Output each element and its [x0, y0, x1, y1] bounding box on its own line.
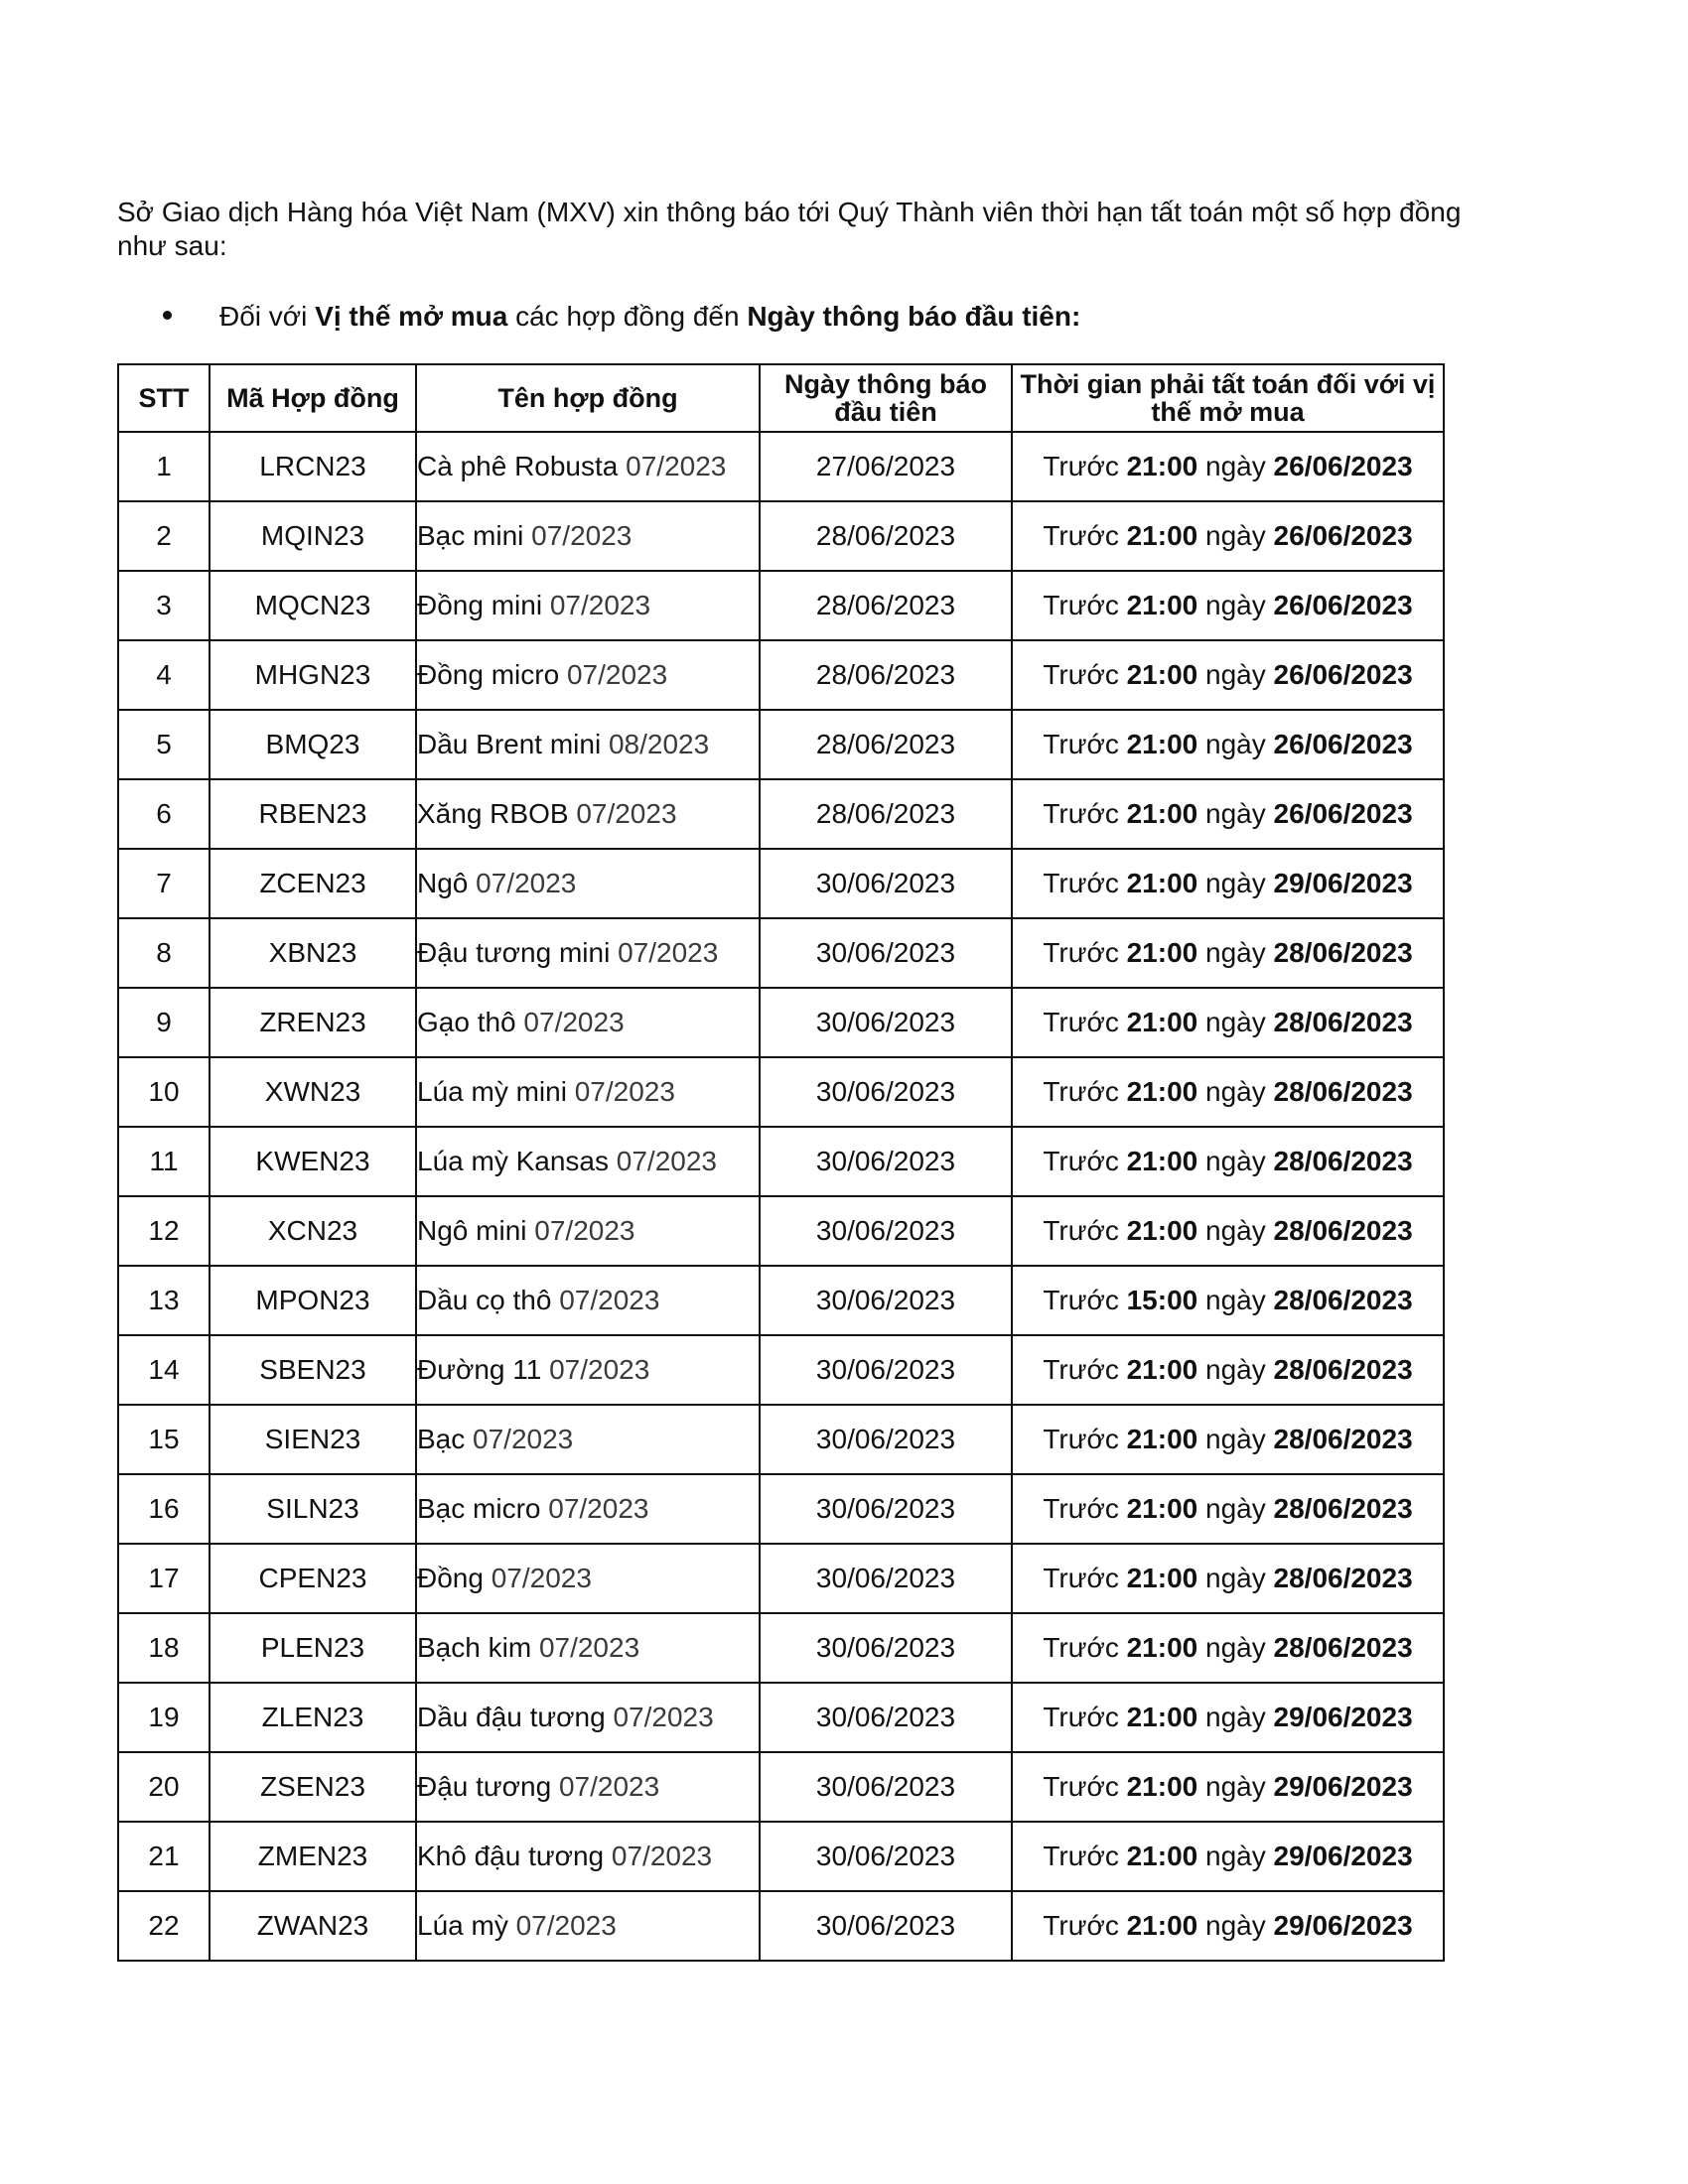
cell-contract-code: XWN23 — [210, 1057, 416, 1127]
deadline-mid: ngày — [1205, 520, 1266, 551]
contract-name-text: Cà phê Robusta — [417, 451, 619, 481]
contract-name-text: Dầu cọ thô — [417, 1285, 552, 1315]
cell-stt: 22 — [118, 1891, 210, 1961]
table-row — [118, 1752, 1444, 1822]
table-row — [118, 1474, 1444, 1544]
deadline-mid: ngày — [1205, 1007, 1266, 1037]
bullet-text-part2: các hợp đồng đến — [507, 301, 748, 332]
contract-name-text: Khô đậu tương — [417, 1841, 605, 1871]
deadline-date: 28/06/2023 — [1273, 1007, 1413, 1037]
deadline-prefix: Trước — [1043, 451, 1119, 481]
contract-month-text: 07/2023 — [566, 659, 668, 690]
cell-first-notice-date: 30/06/2023 — [760, 1057, 1012, 1127]
bullet-text-bold1: Vị thế mở mua — [315, 301, 508, 332]
deadline-time: 21:00 — [1126, 451, 1198, 481]
contract-month-text: 07/2023 — [616, 1146, 717, 1176]
cell-contract-name — [416, 1544, 760, 1613]
cell-stt: 1 — [118, 432, 210, 501]
deadline-mid: ngày — [1205, 1215, 1266, 1246]
cell-first-notice-date: 30/06/2023 — [760, 918, 1012, 988]
cell-deadline — [1012, 1544, 1444, 1613]
cell-first-notice-date: 27/06/2023 — [760, 432, 1012, 501]
table-row — [118, 918, 1444, 988]
table-row — [118, 1613, 1444, 1683]
deadline-time: 21:00 — [1126, 1146, 1198, 1176]
deadline-date: 29/06/2023 — [1273, 1910, 1413, 1941]
cell-deadline — [1012, 1266, 1444, 1335]
cell-first-notice-date: 28/06/2023 — [760, 710, 1012, 779]
contract-month-text: 07/2023 — [559, 1285, 660, 1315]
deadline-prefix: Trước — [1043, 659, 1119, 690]
deadline-time: 21:00 — [1126, 520, 1198, 551]
cell-contract-name — [416, 1613, 760, 1683]
cell-deadline — [1012, 1474, 1444, 1544]
contract-month-text: 08/2023 — [608, 729, 710, 759]
deadline-time: 21:00 — [1126, 1215, 1198, 1246]
contract-name-text: Xăng RBOB — [417, 798, 569, 829]
bullet-text-bold2: Ngày thông báo đầu tiên: — [747, 301, 1081, 332]
deadline-mid: ngày — [1205, 659, 1266, 690]
contract-name-text: Ngô — [417, 868, 469, 898]
cell-contract-code: ZSEN23 — [210, 1752, 416, 1822]
deadline-date: 29/06/2023 — [1273, 1771, 1413, 1802]
deadline-time: 21:00 — [1126, 590, 1198, 620]
contract-month-text: 07/2023 — [523, 1007, 625, 1037]
table-row — [118, 1266, 1444, 1335]
deadline-prefix: Trước — [1043, 1632, 1119, 1663]
cell-deadline — [1012, 1196, 1444, 1266]
cell-contract-name — [416, 432, 760, 501]
deadline-date: 28/06/2023 — [1273, 1354, 1413, 1385]
contract-name-text: Lúa mỳ Kansas — [417, 1146, 609, 1176]
cell-contract-code: BMQ23 — [210, 710, 416, 779]
deadline-date: 26/06/2023 — [1273, 729, 1413, 759]
table-row — [118, 1891, 1444, 1961]
deadline-time: 21:00 — [1126, 798, 1198, 829]
cell-stt: 14 — [118, 1335, 210, 1405]
cell-contract-name — [416, 1196, 760, 1266]
cell-first-notice-date: 30/06/2023 — [760, 1683, 1012, 1752]
table-row — [118, 1196, 1444, 1266]
cell-first-notice-date: 30/06/2023 — [760, 1196, 1012, 1266]
deadline-prefix: Trước — [1043, 1076, 1119, 1107]
cell-first-notice-date: 30/06/2023 — [760, 1127, 1012, 1196]
contract-month-text: 07/2023 — [473, 1424, 574, 1454]
contract-name-text: Đậu tương mini — [417, 937, 611, 968]
cell-contract-code: SILN23 — [210, 1474, 416, 1544]
deadline-time: 21:00 — [1126, 659, 1198, 690]
cell-first-notice-date: 30/06/2023 — [760, 849, 1012, 918]
deadline-prefix: Trước — [1043, 1771, 1119, 1802]
contract-name-text: Đồng — [417, 1563, 484, 1593]
cell-contract-code: LRCN23 — [210, 432, 416, 501]
table-row — [118, 1405, 1444, 1474]
cell-contract-code: SIEN23 — [210, 1405, 416, 1474]
cell-stt: 15 — [118, 1405, 210, 1474]
cell-deadline — [1012, 1752, 1444, 1822]
cell-contract-code: ZWAN23 — [210, 1891, 416, 1961]
cell-stt: 2 — [118, 501, 210, 571]
deadline-time: 21:00 — [1126, 1007, 1198, 1037]
cell-first-notice-date: 30/06/2023 — [760, 1335, 1012, 1405]
deadline-date: 28/06/2023 — [1273, 1285, 1413, 1315]
deadline-date: 28/06/2023 — [1273, 1215, 1413, 1246]
contract-month-text: 07/2023 — [491, 1563, 592, 1593]
deadline-time: 21:00 — [1126, 1910, 1198, 1941]
deadline-time: 21:00 — [1126, 1354, 1198, 1385]
deadline-mid: ngày — [1205, 1563, 1266, 1593]
deadline-prefix: Trước — [1043, 1910, 1119, 1941]
header-contract-name: Tên hợp đồng — [416, 364, 760, 432]
deadline-mid: ngày — [1205, 1841, 1266, 1871]
cell-contract-name — [416, 988, 760, 1057]
deadline-mid: ngày — [1205, 729, 1266, 759]
deadline-date: 26/06/2023 — [1273, 798, 1413, 829]
contract-name-text: Ngô mini — [417, 1215, 527, 1246]
cell-first-notice-date: 30/06/2023 — [760, 988, 1012, 1057]
cell-deadline — [1012, 501, 1444, 571]
contract-name-text: Dầu đậu tương — [417, 1702, 606, 1732]
cell-deadline — [1012, 849, 1444, 918]
cell-contract-name — [416, 1405, 760, 1474]
cell-contract-name — [416, 779, 760, 849]
header-contract-code: Mã Hợp đồng — [210, 364, 416, 432]
deadline-date: 26/06/2023 — [1273, 659, 1413, 690]
cell-contract-name — [416, 849, 760, 918]
contract-name-text: Bạc micro — [417, 1493, 541, 1524]
cell-contract-code: ZMEN23 — [210, 1822, 416, 1891]
contract-month-text: 07/2023 — [538, 1632, 640, 1663]
cell-first-notice-date: 28/06/2023 — [760, 501, 1012, 571]
cell-contract-name — [416, 918, 760, 988]
contract-month-text: 07/2023 — [549, 590, 651, 620]
cell-deadline — [1012, 432, 1444, 501]
cell-contract-name — [416, 1127, 760, 1196]
cell-first-notice-date: 28/06/2023 — [760, 640, 1012, 710]
cell-contract-name — [416, 1335, 760, 1405]
contract-month-text: 07/2023 — [549, 1354, 650, 1385]
cell-contract-code: RBEN23 — [210, 779, 416, 849]
contract-name-text: Đậu tương — [417, 1771, 552, 1802]
cell-stt: 13 — [118, 1266, 210, 1335]
cell-contract-name — [416, 640, 760, 710]
table-row — [118, 1683, 1444, 1752]
table-row — [118, 988, 1444, 1057]
cell-first-notice-date: 28/06/2023 — [760, 571, 1012, 640]
cell-first-notice-date: 30/06/2023 — [760, 1474, 1012, 1544]
deadline-date: 28/06/2023 — [1273, 1424, 1413, 1454]
contracts-table — [117, 363, 1445, 1962]
cell-stt: 3 — [118, 571, 210, 640]
cell-contract-code: MQIN23 — [210, 501, 416, 571]
table-body — [118, 432, 1444, 1961]
deadline-mid: ngày — [1205, 1771, 1266, 1802]
deadline-date: 28/06/2023 — [1273, 1632, 1413, 1663]
deadline-prefix: Trước — [1043, 1493, 1119, 1524]
deadline-prefix: Trước — [1043, 1354, 1119, 1385]
cell-first-notice-date: 30/06/2023 — [760, 1613, 1012, 1683]
cell-contract-code: XBN23 — [210, 918, 416, 988]
table-row — [118, 501, 1444, 571]
contract-month-text: 07/2023 — [611, 1841, 713, 1871]
deadline-prefix: Trước — [1043, 1215, 1119, 1246]
table-row — [118, 1822, 1444, 1891]
deadline-date: 26/06/2023 — [1273, 451, 1413, 481]
deadline-date: 26/06/2023 — [1273, 520, 1413, 551]
contract-month-text: 07/2023 — [534, 1215, 635, 1246]
deadline-prefix: Trước — [1043, 798, 1119, 829]
cell-contract-name — [416, 1057, 760, 1127]
cell-contract-name — [416, 501, 760, 571]
cell-stt: 17 — [118, 1544, 210, 1613]
cell-first-notice-date: 30/06/2023 — [760, 1266, 1012, 1335]
cell-contract-code: CPEN23 — [210, 1544, 416, 1613]
deadline-date: 29/06/2023 — [1273, 868, 1413, 898]
cell-contract-code: KWEN23 — [210, 1127, 416, 1196]
table-row — [118, 1335, 1444, 1405]
cell-contract-name — [416, 1474, 760, 1544]
cell-deadline — [1012, 1057, 1444, 1127]
contract-month-text: 07/2023 — [576, 798, 677, 829]
table-row — [118, 1544, 1444, 1613]
cell-contract-code: ZLEN23 — [210, 1683, 416, 1752]
deadline-time: 15:00 — [1126, 1285, 1198, 1315]
contract-month-text: 07/2023 — [531, 520, 633, 551]
cell-first-notice-date: 30/06/2023 — [760, 1405, 1012, 1474]
deadline-date: 29/06/2023 — [1273, 1841, 1413, 1871]
deadline-date: 29/06/2023 — [1273, 1702, 1413, 1732]
cell-contract-name — [416, 571, 760, 640]
header-deadline: Thời gian phải tất toán đối với vị thế mở mua — [1012, 364, 1444, 432]
cell-stt: 12 — [118, 1196, 210, 1266]
cell-contract-code: MPON23 — [210, 1266, 416, 1335]
cell-stt: 11 — [118, 1127, 210, 1196]
deadline-mid: ngày — [1205, 1285, 1266, 1315]
cell-deadline — [1012, 988, 1444, 1057]
cell-stt: 4 — [118, 640, 210, 710]
cell-stt: 9 — [118, 988, 210, 1057]
table-header-row — [118, 364, 1444, 432]
deadline-time: 21:00 — [1126, 729, 1198, 759]
cell-deadline — [1012, 779, 1444, 849]
contract-month-text: 07/2023 — [476, 868, 577, 898]
table-row — [118, 1057, 1444, 1127]
cell-contract-code: MHGN23 — [210, 640, 416, 710]
deadline-time: 21:00 — [1126, 1563, 1198, 1593]
cell-stt: 6 — [118, 779, 210, 849]
contract-name-text: Đồng micro — [417, 659, 560, 690]
deadline-time: 21:00 — [1126, 1771, 1198, 1802]
deadline-prefix: Trước — [1043, 590, 1119, 620]
deadline-prefix: Trước — [1043, 1146, 1119, 1176]
cell-stt: 7 — [118, 849, 210, 918]
deadline-time: 21:00 — [1126, 1424, 1198, 1454]
deadline-prefix: Trước — [1043, 520, 1119, 551]
contract-month-text: 07/2023 — [574, 1076, 675, 1107]
deadline-prefix: Trước — [1043, 1841, 1119, 1871]
cell-first-notice-date: 30/06/2023 — [760, 1752, 1012, 1822]
deadline-date: 28/06/2023 — [1273, 1076, 1413, 1107]
deadline-time: 21:00 — [1126, 1632, 1198, 1663]
cell-stt: 16 — [118, 1474, 210, 1544]
cell-contract-name — [416, 710, 760, 779]
table-row — [118, 1127, 1444, 1196]
deadline-mid: ngày — [1205, 868, 1266, 898]
deadline-time: 21:00 — [1126, 937, 1198, 968]
contract-name-text: Lúa mỳ — [417, 1910, 508, 1941]
cell-deadline — [1012, 918, 1444, 988]
contract-month-text: 07/2023 — [515, 1910, 617, 1941]
cell-stt: 18 — [118, 1613, 210, 1683]
deadline-mid: ngày — [1205, 1354, 1266, 1385]
contract-name-text: Lúa mỳ mini — [417, 1076, 567, 1107]
table-row — [118, 849, 1444, 918]
cell-contract-code: SBEN23 — [210, 1335, 416, 1405]
cell-deadline — [1012, 640, 1444, 710]
cell-contract-code: ZCEN23 — [210, 849, 416, 918]
cell-contract-code: MQCN23 — [210, 571, 416, 640]
deadline-mid: ngày — [1205, 1146, 1266, 1176]
cell-contract-name — [416, 1683, 760, 1752]
cell-stt: 8 — [118, 918, 210, 988]
contract-name-text: Đồng mini — [417, 590, 543, 620]
deadline-mid: ngày — [1205, 1910, 1266, 1941]
cell-contract-code: PLEN23 — [210, 1613, 416, 1683]
contract-name-text: Bạch kim — [417, 1632, 532, 1663]
deadline-time: 21:00 — [1126, 1493, 1198, 1524]
deadline-date: 26/06/2023 — [1273, 590, 1413, 620]
deadline-mid: ngày — [1205, 1702, 1266, 1732]
deadline-mid: ngày — [1205, 1076, 1266, 1107]
cell-contract-name — [416, 1822, 760, 1891]
header-first-notice-date: Ngày thông báo đầu tiên — [760, 364, 1012, 432]
table-row — [118, 571, 1444, 640]
bullet-text-part1: Đối với — [219, 301, 316, 332]
cell-contract-name — [416, 1752, 760, 1822]
deadline-date: 28/06/2023 — [1273, 1493, 1413, 1524]
deadline-mid: ngày — [1205, 1424, 1266, 1454]
cell-stt: 21 — [118, 1822, 210, 1891]
table-row — [118, 640, 1444, 710]
deadline-date: 28/06/2023 — [1273, 1146, 1413, 1176]
cell-first-notice-date: 30/06/2023 — [760, 1822, 1012, 1891]
deadline-date: 28/06/2023 — [1273, 937, 1413, 968]
deadline-time: 21:00 — [1126, 1076, 1198, 1107]
contract-name-text: Dầu Brent mini — [417, 729, 602, 759]
cell-contract-code: XCN23 — [210, 1196, 416, 1266]
deadline-prefix: Trước — [1043, 868, 1119, 898]
contract-name-text: Đường 11 — [417, 1354, 542, 1385]
contract-month-text: 07/2023 — [613, 1702, 714, 1732]
table-row — [118, 710, 1444, 779]
deadline-mid: ngày — [1205, 590, 1266, 620]
cell-stt: 20 — [118, 1752, 210, 1822]
cell-deadline — [1012, 1127, 1444, 1196]
cell-contract-name — [416, 1266, 760, 1335]
contract-name-text: Bạc mini — [417, 520, 524, 551]
contract-month-text: 07/2023 — [548, 1493, 649, 1524]
contract-month-text: 07/2023 — [626, 451, 727, 481]
cell-deadline — [1012, 1405, 1444, 1474]
deadline-prefix: Trước — [1043, 1007, 1119, 1037]
contract-name-text: Gạo thô — [417, 1007, 516, 1037]
cell-contract-code: ZREN23 — [210, 988, 416, 1057]
cell-deadline — [1012, 1613, 1444, 1683]
deadline-time: 21:00 — [1126, 1841, 1198, 1871]
deadline-prefix: Trước — [1043, 937, 1119, 968]
deadline-time: 21:00 — [1126, 1702, 1198, 1732]
header-stt: STT — [118, 364, 210, 432]
cell-first-notice-date: 30/06/2023 — [760, 1544, 1012, 1613]
contract-month-text: 07/2023 — [618, 937, 719, 968]
bullet-dot-icon — [163, 311, 172, 320]
deadline-mid: ngày — [1205, 451, 1266, 481]
table-row — [118, 779, 1444, 849]
cell-deadline — [1012, 710, 1444, 779]
deadline-prefix: Trước — [1043, 1702, 1119, 1732]
bullet-item — [163, 300, 1080, 334]
intro-paragraph: Sở Giao dịch Hàng hóa Việt Nam (MXV) xin thông báo tới Quý Thành viên thời hạn tất toán một số hợp đồng như sau: — [117, 197, 1462, 261]
cell-deadline — [1012, 1683, 1444, 1752]
cell-stt: 19 — [118, 1683, 210, 1752]
contract-month-text: 07/2023 — [558, 1771, 660, 1802]
cell-stt: 10 — [118, 1057, 210, 1127]
cell-deadline — [1012, 1891, 1444, 1961]
deadline-prefix: Trước — [1043, 1285, 1119, 1315]
deadline-prefix: Trước — [1043, 729, 1119, 759]
cell-deadline — [1012, 1335, 1444, 1405]
deadline-prefix: Trước — [1043, 1563, 1119, 1593]
deadline-prefix: Trước — [1043, 1424, 1119, 1454]
deadline-mid: ngày — [1205, 798, 1266, 829]
deadline-mid: ngày — [1205, 1493, 1266, 1524]
deadline-mid: ngày — [1205, 1632, 1266, 1663]
cell-first-notice-date: 28/06/2023 — [760, 779, 1012, 849]
cell-deadline — [1012, 1822, 1444, 1891]
deadline-mid: ngày — [1205, 937, 1266, 968]
cell-deadline — [1012, 571, 1444, 640]
deadline-time: 21:00 — [1126, 868, 1198, 898]
contract-name-text: Bạc — [417, 1424, 466, 1454]
table-row — [118, 432, 1444, 501]
bullet-text — [219, 301, 1080, 332]
cell-first-notice-date: 30/06/2023 — [760, 1891, 1012, 1961]
deadline-date: 28/06/2023 — [1273, 1563, 1413, 1593]
cell-contract-name — [416, 1891, 760, 1961]
cell-stt: 5 — [118, 710, 210, 779]
